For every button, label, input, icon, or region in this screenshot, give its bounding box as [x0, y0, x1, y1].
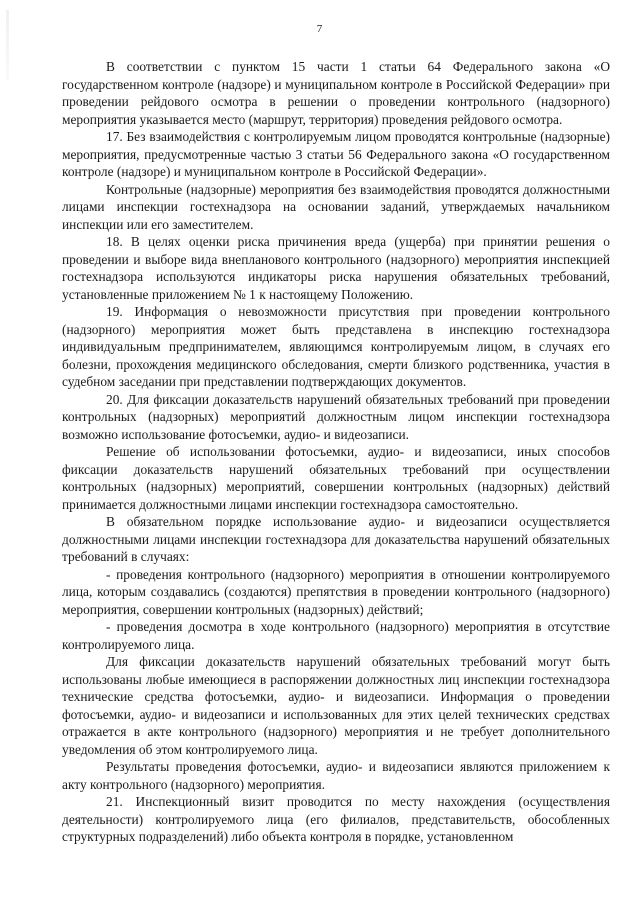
paragraph-19: 19. Информация о невозможности присутствия при проведении контрольного (надзорного) мероприятия может быть представлена в инспекцию гостехнадзора индивидуальным предпринимателем, являющимся контролируемым лицом, в случаях его болезни, прохождения медицинского обследования, смерти близкого родственника, участия в судебном заседании при представлении подтверждающих документов. — [62, 304, 610, 389]
paragraph-20: 20. Для фиксации доказательств нарушений обязательных требований при проведении контрольных (надзорных) мероприятий должностным лицом инспекции гостехнадзора возможно использование фотосъемки, аудио- и видеозаписи. — [62, 391, 610, 442]
list-item-obstruction: - проведения контрольного (надзорного) мероприятия в отношении контролируемого лица, которым создавались (создаются) препятствия в проведении контрольного (надзорного) мероприятия, совершении контрольных (надзорных) действий; — [62, 566, 610, 617]
paragraph-21: 21. Инспекционный визит проводится по месту нахождения (осуществления деятельности) контролируемого лица (его филиалов, представительств, обособленных структурных подразделений) либо объекта контроля в порядке, установленном — [62, 794, 610, 844]
paragraph-18: 18. В целях оценки риска причинения вреда (ущерба) при принятии решения о проведении и выборе вида внепланового контрольного (надзорного) мероприятия инспекцией гостехнадзора используются индикаторы риска нарушения обязательных требований, установленные приложением № 1 к настоящему Положению. — [62, 234, 610, 302]
paragraph-control-without-interaction: Контрольные (надзорные) мероприятия без взаимодействия проводятся должностными лицами инспекции гостехнадзора на основании заданий, утверждаемых начальником инспекции или его заместителем. — [62, 181, 610, 232]
paragraph-recording-results: Результаты проведения фотосъемки, аудио- и видеозаписи являются приложением к акту контрольного (надзорного) мероприятия. — [62, 759, 610, 792]
paragraph-technical-means: Для фиксации доказательств нарушений обязательных требований могут быть использованы любые имеющиеся в распоряжении должностных лиц инспекции гостехнадзора технические средства фотосъемки, аудио- и видеозаписи. Информация о проведении фотосъемки, аудио- и видеозаписи и использованных для этих целей технических средствах отражается в акте контрольного (надзорного) мероприятия и не требует дополнительного уведомления об этом контролируемого лица. — [62, 654, 610, 757]
page-number: 7 — [316, 23, 323, 35]
paragraph-17: 17. Без взаимодействия с контролируемым лицом проводятся контрольные (надзорные) мероприятия, предусмотренные частью 3 статьи 56 Федерального закона «О государственном контроле (надзоре) и муниципальном контроле в Российской Федерации». — [62, 129, 610, 179]
paragraph-decision-on-recording: Решение об использовании фотосъемки, аудио- и видеозаписи, иных способов фиксации доказательств нарушений обязательных требований при осуществлении контрольных (надзорных) мероприятий, совершении контрольных (надзорных) действий принимается должностными лицами инспекции гостехнадзора самостоятельно. — [62, 444, 610, 512]
scan-edge-artifact — [6, 10, 9, 80]
list-item-inspection-absence: - проведения досмотра в ходе контрольного (надзорного) мероприятия в отсутствие контролируемого лица. — [62, 619, 610, 652]
paragraph-raid-inspection: В соответствии с пунктом 15 части 1 статьи 64 Федерального закона «О государственном контроле (надзоре) и муниципальном контроле в Российской Федерации» при проведении рейдового осмотра в решении о проведении контрольного (надзорного) мероприятия указывается место (маршрут, территория) проведения рейдового осмотра. — [62, 59, 610, 127]
document-body — [62, 58, 610, 846]
paragraph-mandatory-recording: В обязательном порядке использование аудио- и видеозаписи осуществляется должностными лицами инспекции гостехнадзора для доказательства нарушений обязательных требований в случаях: — [62, 514, 610, 564]
